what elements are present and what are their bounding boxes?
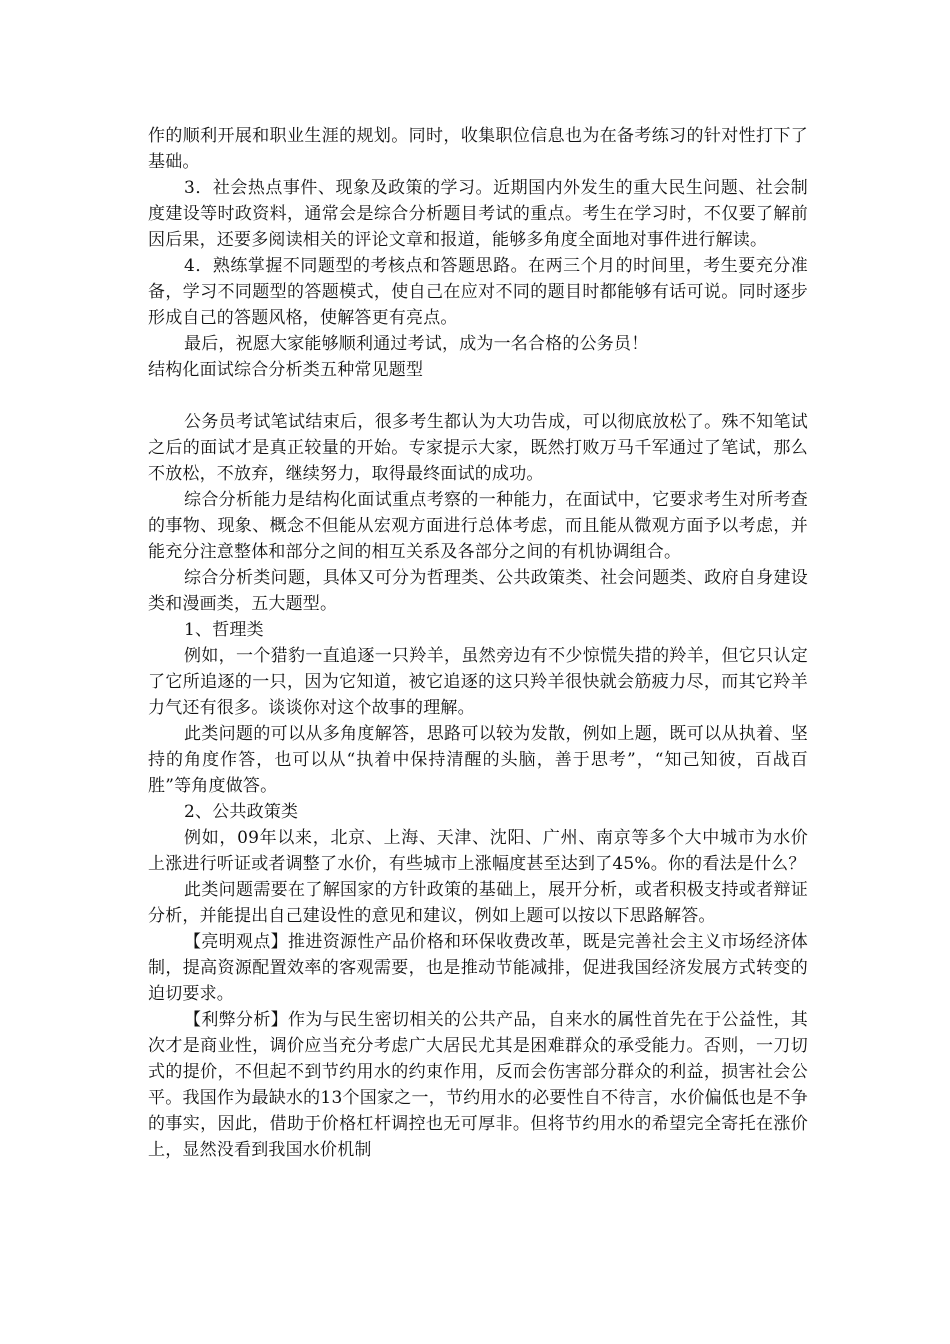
paragraph-intro: 公务员考试笔试结束后，很多考生都认为大功告成，可以彻底放松了。殊不知笔试之后的面试才是真正较量的开始。专家提示大家，既然打败万马千军通过了笔试，那么不放松，不放弃，继续努力，取得最终面试的成功。 [148, 412, 808, 484]
blank-line [148, 383, 808, 409]
section-title: 结构化面试综合分析类五种常见题型 [148, 360, 424, 380]
paragraph-answer-2: 此类问题需要在了解国家的方针政策的基础上，展开分析，或者积极支持或者辩证分析，并能提出自己建设性的意见和建议，例如上题可以按以下思路解答。 [148, 880, 808, 926]
paragraph-example-2: 例如，09年以来，北京、上海、天津、沈阳、广州、南京等多个大中城市为水价上涨进行听证或者调整了水价，有些城市上涨幅度甚至达到了45%。你的看法是什么？ [148, 828, 808, 874]
paragraph-example-1: 例如，一个猎豹一直追逐一只羚羊，虽然旁边有不少惊慌失措的羚羊，但它只认定了它所追逐的一只，因为它知道，被它追逐的这只羚羊很快就会筋疲力尽，而其它羚羊力气还有很多。谈谈你对这个故事的理解。 [148, 646, 808, 718]
paragraph-closing: 最后，祝愿大家能够顺利通过考试，成为一名合格的公务员！ [184, 334, 649, 354]
paragraph-item-4: 4．熟练掌握不同题型的考核点和答题思路。在两三个月的时间里，考生要充分准备，学习不同题型的答题模式，使自己在应对不同的题目时都能够有话可说。同时逐步形成自己的答题风格，使解答更有亮点。 [148, 256, 808, 328]
paragraph-viewpoint: 【亮明观点】推进资源性产品价格和环保收费改革，既是完善社会主义市场经济体制，提高资源配置效率的客观需要，也是推动节能减排，促进我国经济发展方式转变的迫切要求。 [148, 932, 808, 1004]
document-body [148, 123, 808, 1163]
paragraph-item-3: 3．社会热点事件、现象及政策的学习。近期国内外发生的重大民生问题、社会制度建设等时政资料，通常会是综合分析题目考试的重点。考生在学习时，不仅要了解前因后果，还要多阅读相关的评论文章和报道，能够多角度全面地对事件进行解读。 [148, 178, 808, 250]
paragraph-types: 综合分析类问题，具体又可分为哲理类、公共政策类、社会问题类、政府自身建设类和漫画类，五大题型。 [148, 568, 808, 614]
paragraph-answer-1: 此类问题的可以从多角度解答，思路可以较为发散，例如上题，既可以从执着、坚持的角度作答，也可以从“执着中保持清醒的头脑，善于思考”，“知己知彼，百战百胜”等角度做答。 [148, 724, 808, 796]
heading-public-policy: 2、公共政策类 [184, 802, 299, 822]
paragraph-continuation: 作的顺利开展和职业生涯的规划。同时，收集职位信息也为在备考练习的针对性打下了基础。 [148, 126, 808, 172]
paragraph-ability: 综合分析能力是结构化面试重点考察的一种能力，在面试中，它要求考生对所考查的事物、现象、概念不但能从宏观方面进行总体考虑，而且能从微观方面予以考虑，并能充分注意整体和部分之间的相互关系及各部分之间的有机协调组合。 [148, 490, 808, 562]
paragraph-pros-cons: 【利弊分析】作为与民生密切相关的公共产品，自来水的属性首先在于公益性，其次才是商业性，调价应当充分考虑广大居民尤其是困难群众的承受能力。否则，一刀切式的提价，不但起不到节约用水的约束作用，反而会伤害部分群众的利益，损害社会公平。我国作为最缺水的13个国家之一，节约用水的必要性自不待言，水价偏低也是不争的事实，因此，借助于价格杠杆调控也无可厚非。但将节约用水的希望完全寄托在涨价上，显然没看到我国水价机制 [148, 1010, 808, 1160]
heading-philosophy: 1、哲理类 [184, 620, 264, 640]
